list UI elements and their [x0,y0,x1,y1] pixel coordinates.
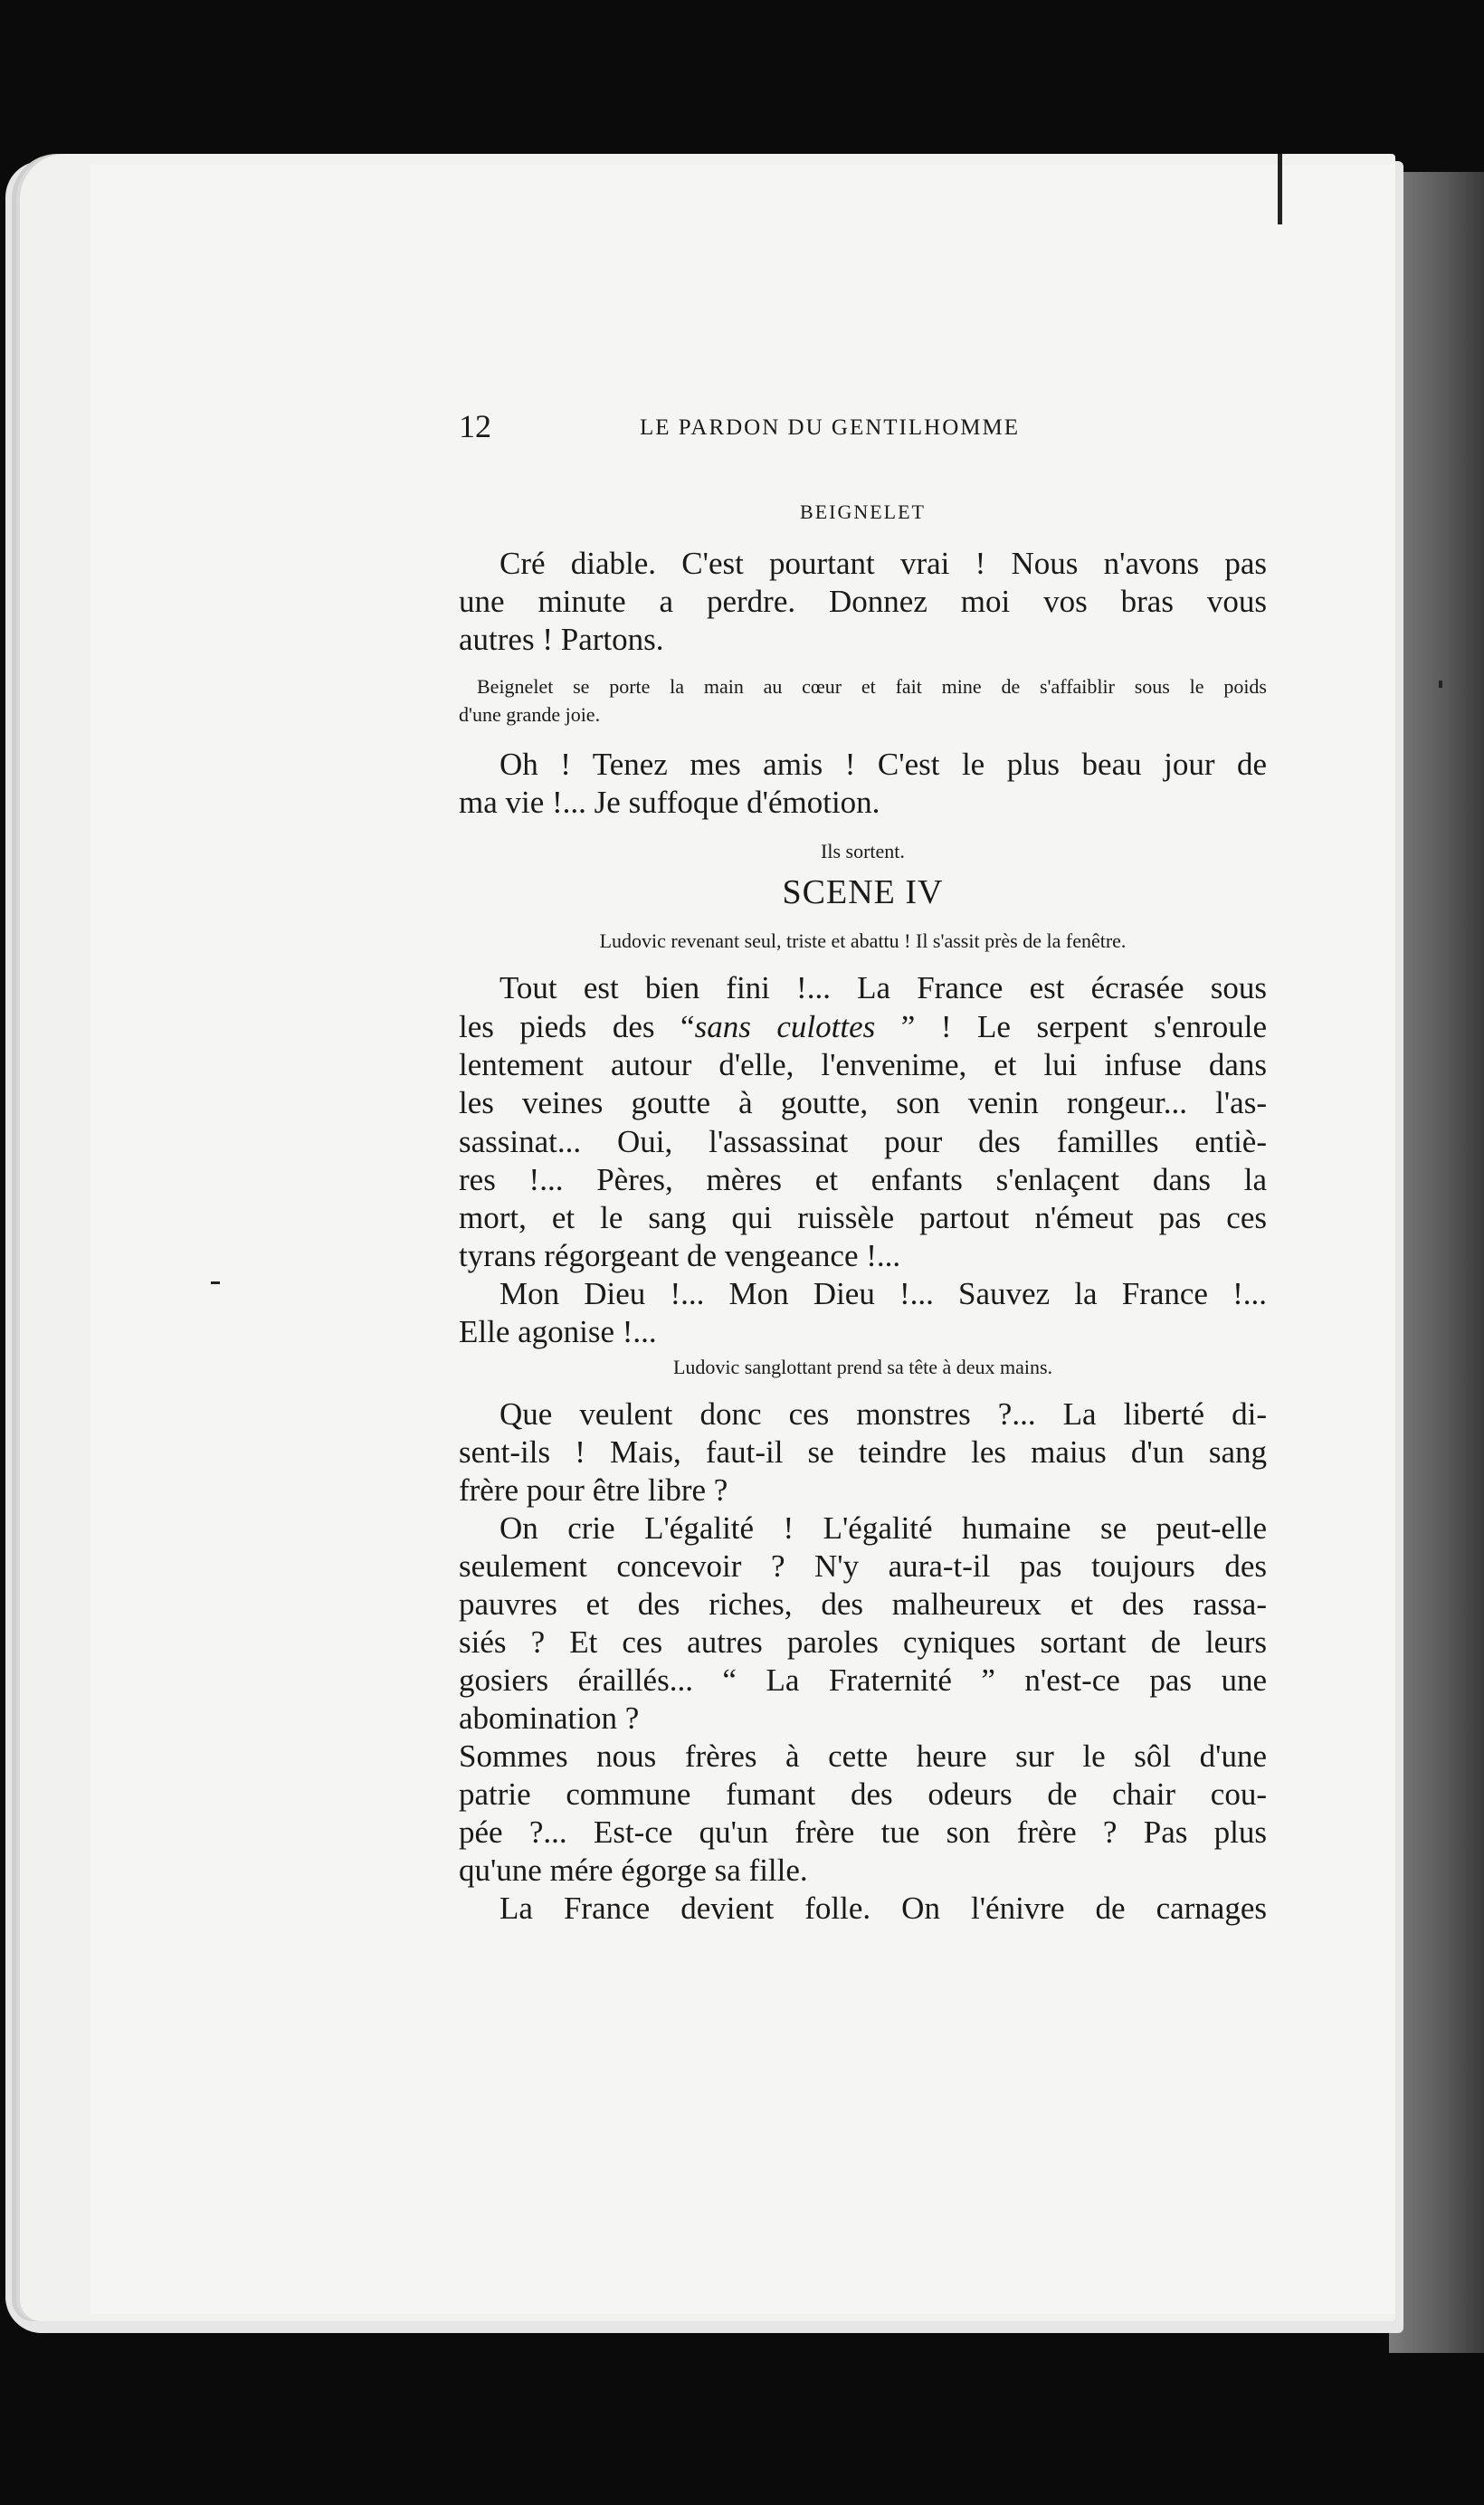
text-line [459,1008,1267,1046]
text-line: mort, et le sang qui ruissèle partout n'émeut pas ces [459,1200,1267,1235]
text-line: sassinat... Oui, l'assassinat pour des familles entiè- [459,1124,1267,1159]
text-line: gosiers éraillés... “ La Fraternité ” n'est-ce pas une [459,1662,1267,1698]
text-line: frère pour être libre ? [459,1472,728,1508]
text-segment: les pieds des “ [459,1009,695,1044]
stage-direction: Ils sortent. [821,840,905,862]
text-line: patrie commune fumant des odeurs de chair cou- [459,1776,1267,1812]
text-line: Elle agonise !... [459,1314,657,1349]
ink-mark [211,1281,220,1284]
text-line: lentement autour d'elle, l'envenime, et lui infuse dans [459,1047,1267,1082]
running-title: LE PARDON DU GENTILHOMME [640,415,1020,440]
text-line: La France devient folle. On l'énivre de carnages [499,1891,1267,1926]
scene-title: SCENE IV [782,873,944,911]
text-line: res !... Pères, mères et enfants s'enlaçent dans la [459,1162,1267,1197]
text-line: Cré diable. C'est pourtant vrai ! Nous n'avons pas [499,546,1267,581]
speaker-name: BEIGNELET [800,500,926,523]
text-line: tyrans régorgeant de vengeance !... [459,1238,901,1273]
stage-direction: Ludovic revenant seul, triste et abattu ! Il s'assit près de la fenêtre. [599,929,1127,952]
stage-direction: d'une grande joie. [459,703,601,726]
text-line: siés ? Et ces autres paroles cyniques sortant de leurs [459,1624,1267,1660]
page-number: 12 [459,408,491,444]
text-line: On crie L'égalité ! L'égalité humaine se peut-elle [499,1510,1267,1546]
text-line: les veines goutte à goutte, son venin rongeur... l'as- [459,1085,1267,1120]
text-line: ma vie !... Je suffoque d'émotion. [459,785,880,820]
text-line: Sommes nous frères à cette heure sur le sôl d'une [459,1738,1267,1774]
text-line: pée ?... Est-ce qu'un frère tue son frère ? Pas plus [459,1814,1267,1850]
text-line: seulement concevoir ? N'y aura-t-il pas toujours des [459,1548,1267,1584]
text-line: autres ! Partons. [459,622,664,657]
text-line: Tout est bien fini !... La France est écrasée sous [499,970,1267,1005]
stage-direction: Ludovic sanglottant prend sa tête à deux mains. [672,1356,1053,1378]
text-line: Oh ! Tenez mes amis ! C'est le plus beau jour de [499,747,1267,782]
stage-direction: Beignelet se porte la main au cœur et fait mine de s'affaiblir sous le poids [477,675,1267,698]
text-line: Mon Dieu !... Mon Dieu !... Sauvez la France !... [499,1276,1267,1311]
ink-mark [1439,681,1442,688]
text-line: sent-ils ! Mais, faut-il se teindre les maius d'un sang [459,1434,1267,1470]
text-line: une minute a perdre. Donnez moi vos bras vous [459,584,1267,619]
italic-phrase: sans culottes [694,1009,876,1044]
ink-mark [1278,154,1282,224]
text-segment: ” ! Le serpent s'enroule [875,1009,1267,1044]
text-line: qu'une mére égorge sa fille. [459,1853,808,1888]
text-line: Que veulent donc ces monstres ?... La liberté di- [499,1396,1267,1432]
text-line: abomination ? [459,1700,640,1736]
text-line: pauvres et des riches, des malheureux et des rassa- [459,1586,1267,1622]
